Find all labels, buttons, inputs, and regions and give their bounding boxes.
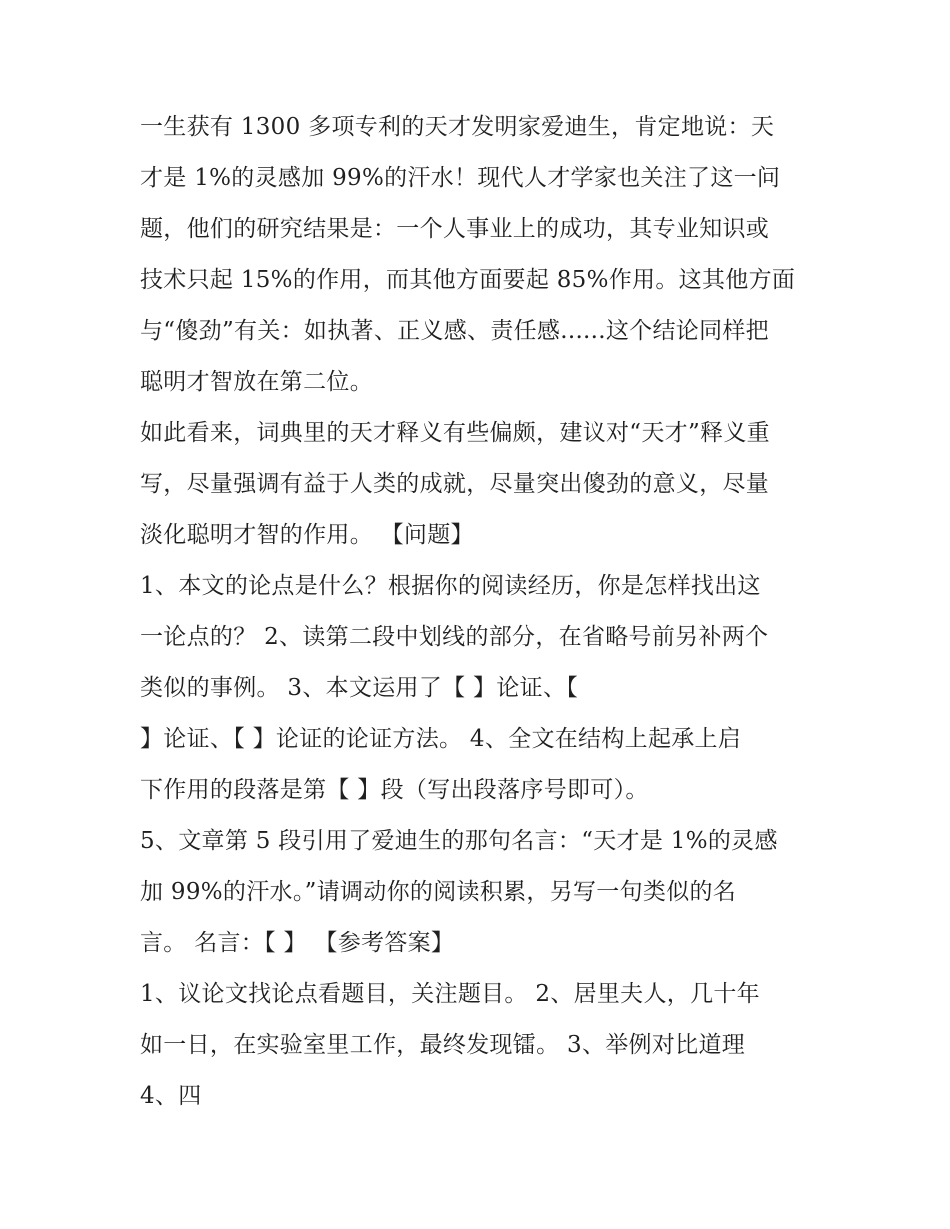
text-line: 下作用的段落是第【 】段（写出段落序号即可）。 bbox=[140, 777, 649, 803]
text-line: 言。 名言：【 】 【参考答案】 bbox=[140, 930, 455, 956]
text-line: 加 99%的汗水。”请调动你的阅读积累，另写一句类似的名 bbox=[140, 879, 737, 905]
text-line: 1、议论文找论点看题目，关注题目。 2、居里夫人，几十年 bbox=[140, 981, 760, 1007]
document-page bbox=[140, 102, 820, 1122]
text-line: 如一日，在实验室里工作，最终发现镭。 3、举例对比道理 bbox=[140, 1032, 746, 1058]
text-line: 技术只起 15%的作用，而其他方面要起 85%作用。这其他方面 bbox=[140, 267, 796, 293]
text-line: 】论证、【 】论证的论证方法。 4、全文在结构上起承上启 bbox=[140, 726, 742, 752]
text-line: 5、文章第 5 段引用了爱迪生的那句名言：“天才是 1%的灵感 bbox=[140, 828, 778, 854]
text-line: 4、四 bbox=[140, 1083, 202, 1109]
text-line: 类似的事例。 3、本文运用了【 】论证、【 bbox=[140, 675, 579, 701]
text-line: 才是 1%的灵感加 99%的汗水！现代人才学家也关注了这一问 bbox=[140, 165, 781, 191]
text-line: 一生获有 1300 多项专利的天才发明家爱迪生，肯定地说：天 bbox=[140, 114, 775, 140]
text-line: 写，尽量强调有益于人类的成就，尽量突出傻劲的意义，尽量 bbox=[140, 471, 770, 497]
text-line: 淡化聪明才智的作用。 【问题】 bbox=[140, 522, 474, 548]
text-line: 题，他们的研究结果是：一个人事业上的成功，其专业知识或 bbox=[140, 216, 770, 242]
text-line: 1、本文的论点是什么？根据你的阅读经历，你是怎样找出这 bbox=[140, 573, 761, 599]
text-line: 如此看来，词典里的天才释义有些偏颇，建议对“天才”释义重 bbox=[140, 420, 770, 446]
text-line: 一论点的？ 2、读第二段中划线的部分，在省略号前另补两个 bbox=[140, 624, 769, 650]
text-line: 聪明才智放在第二位。 bbox=[140, 369, 373, 395]
text-line: 与“傻劲”有关：如执著、正义感、责任感......这个结论同样把 bbox=[140, 318, 769, 344]
